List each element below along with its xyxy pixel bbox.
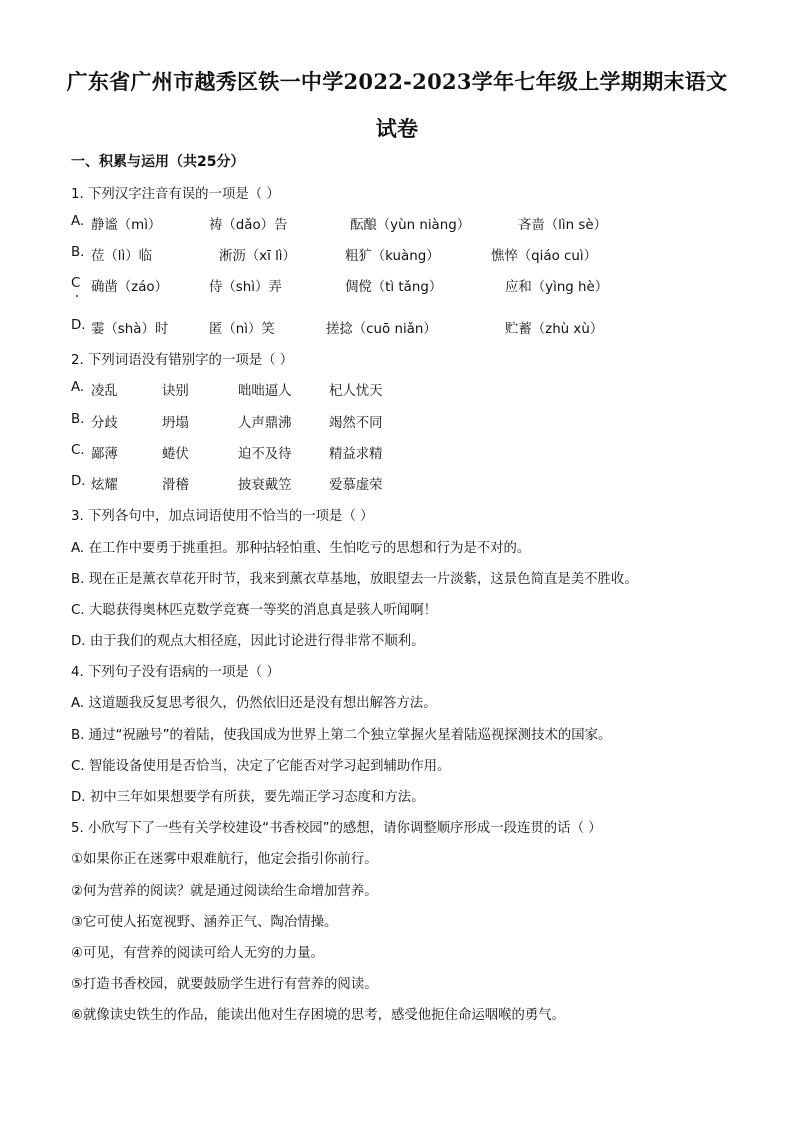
option-label: C xyxy=(71,276,81,291)
option-item: 霎（shà）时 xyxy=(91,322,169,337)
option-item: 爱慕虚荣 xyxy=(329,478,383,493)
question-4-option-b: B. 通过“祝融号”的着陆，使我国成为世界上第二个独立掌握火星着陆巡视探测技术的国家。 xyxy=(71,728,612,743)
question-3-option-d: D. 由于我们的观点大相径庭，因此讨论进行得非常不顺利。 xyxy=(71,634,425,649)
option-item: 披衰戴笠 xyxy=(238,478,292,493)
question-3-option-a: A. 在工作中要勇于挑重担。那种拈轻怕重、生怕吃亏的思想和行为是不对的。 xyxy=(71,541,531,556)
question-2-stem: 2. 下列词语没有错别字的一项是（ ） xyxy=(71,353,294,368)
option-label: D. xyxy=(71,474,86,489)
exam-title-line2: 试卷 xyxy=(375,116,419,141)
option-item: 炫耀 xyxy=(91,478,118,493)
option-item: 诀别 xyxy=(162,384,189,399)
question-5-sentence-6: ⑥就像读史铁生的作品，能读出他对生存困境的思考，感受他扼住命运咽喉的勇气。 xyxy=(71,1008,566,1023)
question-4-option-c: C. 智能设备使用是否恰当，决定了它能否对学习起到辅助作用。 xyxy=(71,759,451,774)
option-item: 迫不及待 xyxy=(238,447,292,462)
question-5-sentence-2: ②何为营养的阅读？就是通过阅读给生命增加营养。 xyxy=(71,884,378,899)
option-item: 确凿（záo） xyxy=(91,280,168,295)
question-4-option-a: A. 这道题我反复思考很久，仍然依旧还是没有想出解答方法。 xyxy=(71,696,437,711)
option-item: 倜傥（tì tǎng） xyxy=(345,280,443,295)
option-item: 匿（nì）笑 xyxy=(209,322,275,337)
question-3-option-c: C. 大聪获得奥林匹克数学竞赛一等奖的消息真是骇人听闻啊！ xyxy=(71,603,438,618)
option-label: A. xyxy=(71,214,85,229)
question-5-sentence-4: ④可见，有营养的阅读可给人无穷的力量。 xyxy=(71,946,325,961)
option-item: 酝酿（yùn niàng） xyxy=(350,218,471,233)
option-item: 应和（yìng hè） xyxy=(505,280,609,295)
option-item: 鄙薄 xyxy=(91,447,118,462)
option-item: 淅沥（xī lì） xyxy=(219,249,296,264)
question-5-sentence-1: ①如果你正在迷雾中艰难航行，他定会指引你前行。 xyxy=(71,852,378,867)
option-item: 侍（shì）弄 xyxy=(209,280,282,295)
option-item: 莅（lì）临 xyxy=(91,249,153,264)
option-item: 贮蓄（zhù xù） xyxy=(505,322,604,337)
option-item: 粗犷（kuàng） xyxy=(345,249,440,264)
option-item: 吝啬（lìn sè） xyxy=(518,218,607,233)
option-item: 祷（dǎo）告 xyxy=(209,218,288,233)
option-label: D. xyxy=(71,318,86,333)
option-item: 滑稽 xyxy=(162,478,189,493)
option-item: 蜷伏 xyxy=(162,447,189,462)
option-label: B. xyxy=(71,412,85,427)
option-item: 竭然不同 xyxy=(329,416,383,431)
question-3-option-b: B. 现在正是薰衣草花开时节，我来到薰衣草基地，放眼望去一片淡紫，这景色简直是美不胜收。 xyxy=(71,572,638,587)
question-5-stem: 5. 小欣写下了一些有关学校建设“书香校园”的感想，请你调整顺序形成一段连贯的话（ ） xyxy=(71,821,602,836)
option-item: 人声鼎沸 xyxy=(238,416,292,431)
option-item: 凌乱 xyxy=(91,384,118,399)
option-item: 咄咄逼人 xyxy=(238,384,292,399)
option-label: A. xyxy=(71,380,85,395)
option-item: 憔悴（qiáo cuì） xyxy=(491,249,598,264)
question-3-stem: 3. 下列各句中，加点词语使用不恰当的一项是（ ） xyxy=(71,509,374,524)
option-item: 搓捻（cuō niǎn） xyxy=(326,322,437,337)
option-item: 精益求精 xyxy=(329,447,383,462)
section-heading: 一、积累与运用（共25分） xyxy=(71,154,245,170)
dot-mark xyxy=(76,295,78,297)
option-item: 静谧（mì） xyxy=(91,218,162,233)
exam-title-line1: 广东省广州市越秀区铁一中学2022-2023学年七年级上学期期末语文 xyxy=(66,69,728,94)
question-4-option-d: D. 初中三年如果想要学有所获，要先端正学习态度和方法。 xyxy=(71,790,425,805)
question-5-sentence-5: ⑤打造书香校园，就要鼓励学生进行有营养的阅读。 xyxy=(71,977,378,992)
option-label: C. xyxy=(71,443,85,458)
option-item: 坍塌 xyxy=(162,416,189,431)
question-1-stem: 1. 下列汉字注音有误的一项是（ ） xyxy=(71,187,280,202)
option-label: B. xyxy=(71,245,85,260)
question-4-stem: 4. 下列句子没有语病的一项是（ ） xyxy=(71,665,280,680)
option-item: 杞人忧天 xyxy=(329,384,383,399)
question-5-sentence-3: ③它可使人拓宽视野、涵养正气、陶冶情操。 xyxy=(71,915,338,930)
option-item: 分歧 xyxy=(91,416,118,431)
